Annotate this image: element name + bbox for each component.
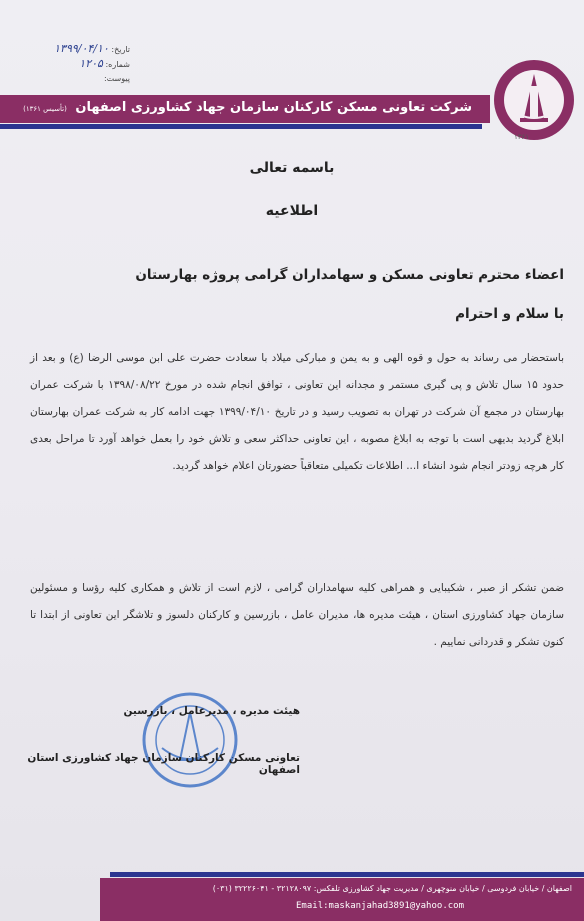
date-row — [10, 42, 130, 57]
signature-line-1: هیئت مدیره ، مدیرعامل ، بازرسین — [123, 705, 300, 717]
org-name: شرکت تعاونی مسکن کارکنان سازمان جهاد کشاورزی اصفهان — [75, 100, 472, 115]
header-divider — [0, 124, 482, 129]
footer-email: Email:maskanjahad3891@yahoo.com — [296, 901, 464, 911]
attachment-label: پیوست: — [103, 74, 130, 83]
number-value: ۱۲۰۵ — [79, 57, 103, 70]
signature-line-2: تعاونی مسکن کارکنان سازمان جهاد کشاورزی استان اصفهان — [27, 752, 300, 776]
body-paragraph-2: ضمن تشکر از صبر ، شکیبایی و همراهی کلیه سهامداران گرامی ، لازم است از تلاش و همکاری کلیه رؤسا و مسئولین سازمان جهاد کشاورزی استان ، هیئت مدیره ها، مدیران عامل ، بازرسین و کارکنان دلسوز و تلاشگر این تعاونی از ابتدا تا کنون تشکر و قدردانی نماییم . — [30, 582, 564, 648]
header-bar — [0, 95, 490, 123]
basmala: باسمه تعالی — [249, 160, 335, 176]
footer-divider — [110, 872, 584, 877]
date-label: تاریخ: — [111, 45, 130, 54]
number-label: شماره: — [105, 60, 130, 69]
date-value: ۱۳۹۹/۰۴/۱۰ — [54, 42, 109, 55]
logo-year: ۱۳۶۱ — [514, 133, 530, 141]
number-row — [10, 57, 130, 72]
letter-meta — [10, 42, 130, 86]
greeting: با سلام و احترام — [455, 306, 564, 322]
footer-address: اصفهان / خیابان فردوسی / خیابان منوچهری / مدیریت جهاد کشاورزی تلفکس: ۳۲۱۲۸۰۹۷ - ۳۲۲۲۶۰۴۱ (۰۳۱) — [212, 884, 572, 893]
org-name-row — [23, 100, 472, 115]
attachment-row — [10, 72, 130, 86]
footer-bar — [100, 878, 584, 921]
letter-subject: اعضاء محترم تعاونی مسکن و سهامداران گرامی پروژه بهارستان — [135, 267, 564, 283]
letter-title: اطلاعیه — [265, 203, 319, 219]
body-paragraph-1: باستحضار می رساند به حول و قوه الهی و به یمن و مبارکی میلاد با سعادت حضرت علی ابن موسی الرضا (ع) و بعد از حدود ۱۵ سال تلاش و پی گیری مستمر و مجدانه این تعاونی ، توافق انجام شده در مورخ ۱۳۹۸/۰۸/۲۲ با شرکت عمران بهارستان در مجمع آن شرکت در تهران به تصویب رسید و در تاریخ ۱۳۹۹/۰۴/۱۰ جهت ادامه کار به شرکت عمران بهارستان ابلاغ گردید بدیهی است با توجه به ابلاغ مصوبه ، این تعاونی حداکثر سعی و تلاش خود را بعمل خواهد آورد تا مراحل بعدی کار هرچه زودتر انجام شود انشاء ا... اطلاعات تکمیلی متعاقباً حضورتان اعلام خواهد گردید. — [30, 352, 564, 472]
registration-note: (تأسیس ۱۳۶۱) — [23, 105, 67, 113]
company-logo-icon — [490, 56, 578, 146]
